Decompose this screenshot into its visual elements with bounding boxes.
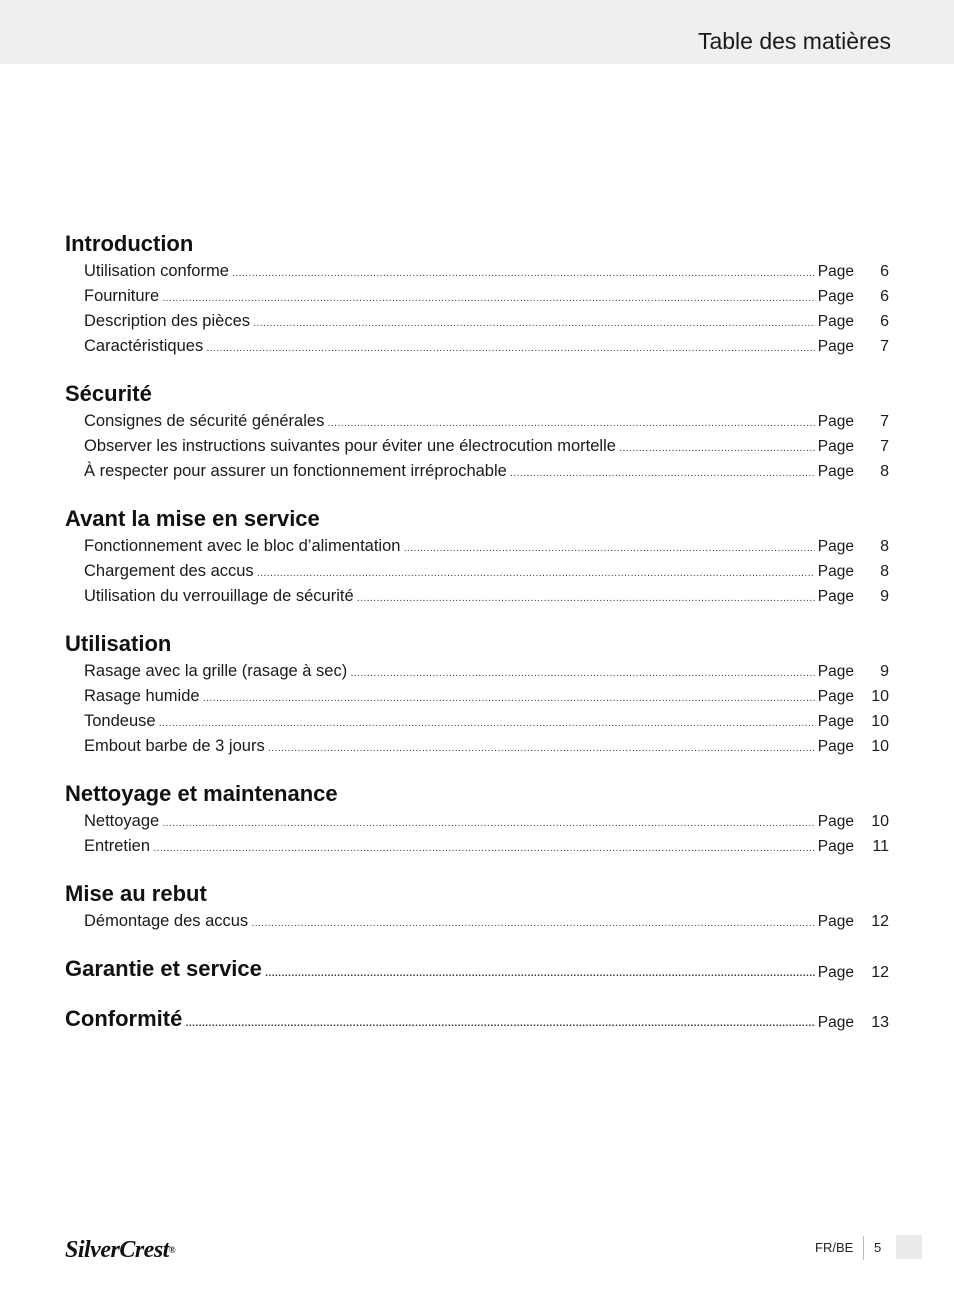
entry-label: Observer les instructions suivantes pour éviter une électrocution mortelle ..... <box>84 434 815 461</box>
toc-entry[interactable] <box>84 534 889 559</box>
entry-label: Nettoyage ..... <box>84 809 815 836</box>
toc-section-introduction <box>65 229 889 359</box>
entry-label: Fonctionnement avec le bloc d’alimentation ..... <box>84 534 815 561</box>
page-number: 8 <box>880 463 889 480</box>
entry-label: Consignes de sécurité générales ..... <box>84 409 815 436</box>
entry-label: Tondeuse ..... <box>84 709 815 736</box>
page-number: 6 <box>880 313 889 330</box>
toc-entry[interactable] <box>84 734 889 759</box>
toc-entry[interactable] <box>84 909 889 934</box>
page-number: 7 <box>880 438 889 455</box>
page-word: Page <box>817 338 854 355</box>
page-word: Page <box>817 1014 854 1031</box>
page-number: 9 <box>880 588 889 605</box>
page-word: Page <box>817 738 854 755</box>
page-word: Page <box>817 538 854 555</box>
toc-entry[interactable] <box>84 709 889 734</box>
page-number: 11 <box>872 838 889 855</box>
page-word: Page <box>817 688 854 705</box>
entry-label: Fourniture ..... <box>84 284 815 311</box>
page-word: Page <box>817 463 854 480</box>
page-number: 7 <box>880 338 889 355</box>
entry-label: Démontage des accus ..... <box>84 909 815 936</box>
entry-label: Conformité ..... <box>65 1004 815 1039</box>
entry-label: Rasage humide ..... <box>84 684 815 711</box>
toc-section-mise-au-rebut <box>65 879 889 934</box>
section-title: Avant la mise en service <box>65 506 320 531</box>
page-number: 10 <box>871 688 889 705</box>
toc-entry[interactable] <box>84 409 889 434</box>
entry-label: Description des pièces ..... <box>84 309 815 336</box>
page-word: Page <box>817 288 854 305</box>
page-number-footer: 5 <box>874 1240 882 1255</box>
page-word: Page <box>817 838 854 855</box>
entry-label: Utilisation conforme ..... <box>84 259 815 286</box>
page-number: 12 <box>871 964 889 981</box>
page-word: Page <box>817 813 854 830</box>
toc-entry[interactable] <box>84 334 889 359</box>
page-number: 6 <box>880 263 889 280</box>
entry-label: Utilisation du verrouillage de sécurité ..... <box>84 584 815 611</box>
language-code: FR/BE <box>815 1240 854 1255</box>
section-title: Sécurité <box>65 381 152 406</box>
toc-entry-garantie-et-service <box>65 954 889 984</box>
toc-entry[interactable] <box>84 584 889 609</box>
toc-entry[interactable] <box>84 684 889 709</box>
toc-section-securite <box>65 379 889 484</box>
page-number: 7 <box>880 413 889 430</box>
page-word: Page <box>817 588 854 605</box>
entry-label: Embout barbe de 3 jours ..... <box>84 734 815 761</box>
page-word: Page <box>817 964 854 981</box>
page-number: 13 <box>871 1014 889 1031</box>
toc-entry[interactable] <box>84 309 889 334</box>
page-number: 12 <box>871 913 889 930</box>
page-number: 10 <box>871 713 889 730</box>
brand-logo <box>65 1236 175 1264</box>
page-word: Page <box>817 913 854 930</box>
page-number: 10 <box>871 813 889 830</box>
toc-entry[interactable] <box>84 809 889 834</box>
section-title: Nettoyage et maintenance <box>65 781 338 806</box>
toc-entry[interactable] <box>84 434 889 459</box>
page-word: Page <box>817 413 854 430</box>
toc-entry[interactable] <box>84 659 889 684</box>
section-title: Utilisation <box>65 631 172 656</box>
entry-label: Chargement des accus ..... <box>84 559 815 586</box>
toc-entry-conformite <box>65 1004 889 1034</box>
brand-name: SilverCrest <box>65 1237 169 1263</box>
section-title: Mise au rebut <box>65 881 207 906</box>
page-number: 8 <box>880 563 889 580</box>
toc-section-avant-la-mise-en-service <box>65 504 889 609</box>
page-word: Page <box>817 563 854 580</box>
toc-entry[interactable] <box>84 459 889 484</box>
page-word: Page <box>817 663 854 680</box>
toc-entry[interactable] <box>84 834 889 859</box>
toc-section-utilisation <box>65 629 889 759</box>
page-number: 10 <box>871 738 889 755</box>
toc-entry[interactable] <box>84 284 889 309</box>
page-number: 8 <box>880 538 889 555</box>
entry-label: Entretien ..... <box>84 834 815 861</box>
footer-tab-marker <box>896 1235 922 1259</box>
page-word: Page <box>817 313 854 330</box>
entry-label: À respecter pour assurer un fonctionnement irréprochable ..... <box>84 459 815 486</box>
toc-entry[interactable] <box>84 559 889 584</box>
toc-entry[interactable] <box>65 954 889 984</box>
page-word: Page <box>817 263 854 280</box>
page-number: 6 <box>880 288 889 305</box>
toc-section-nettoyage-et-maintenance <box>65 779 889 859</box>
entry-label: Caractéristiques ..... <box>84 334 815 361</box>
toc-entry[interactable] <box>65 1004 889 1034</box>
entry-label: Garantie et service ..... <box>65 954 815 989</box>
footer-divider <box>863 1236 864 1260</box>
section-title: Introduction <box>65 231 194 256</box>
page-number: 9 <box>880 663 889 680</box>
page-word: Page <box>817 713 854 730</box>
page-word: Page <box>817 438 854 455</box>
entry-label: Rasage avec la grille (rasage à sec) ..... <box>84 659 815 686</box>
registered-mark: ® <box>168 1245 176 1255</box>
toc-entry[interactable] <box>84 259 889 284</box>
page-title: Table des matières <box>697 28 891 54</box>
